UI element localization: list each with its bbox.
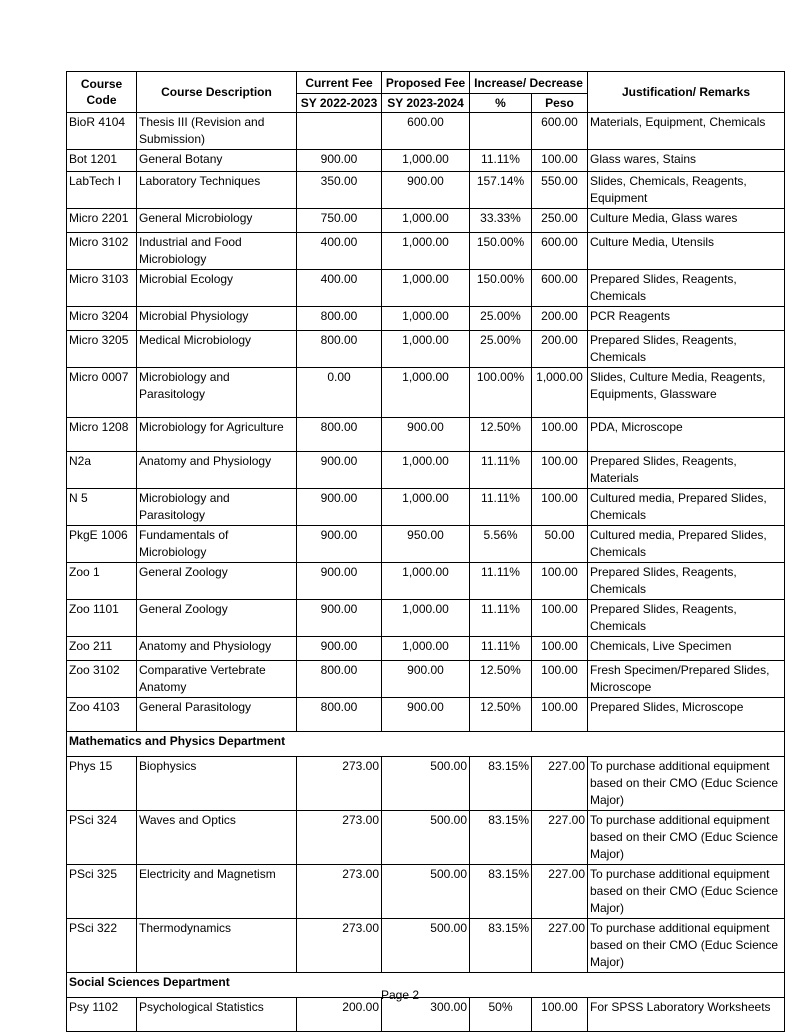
course-code-cell: Zoo 1101 xyxy=(67,600,137,637)
table-row xyxy=(67,150,785,172)
header-course-code: Course Code xyxy=(67,72,137,113)
proposed-fee-cell: 500.00 xyxy=(382,811,470,865)
remarks-cell: Prepared Slides, Reagents, Chemicals xyxy=(588,600,785,637)
percent-cell: 25.00% xyxy=(470,331,532,368)
percent-cell: 83.15% xyxy=(470,811,532,865)
table-row xyxy=(67,757,785,811)
proposed-fee-cell: 1,000.00 xyxy=(382,452,470,489)
current-fee-cell: 900.00 xyxy=(297,600,382,637)
fee-table xyxy=(66,71,785,1032)
percent-cell: 157.14% xyxy=(470,172,532,209)
peso-cell: 100.00 xyxy=(532,698,588,732)
course-description-cell: Anatomy and Physiology xyxy=(137,452,297,489)
course-description-cell: Waves and Optics xyxy=(137,811,297,865)
current-fee-cell xyxy=(297,113,382,150)
proposed-fee-cell: 900.00 xyxy=(382,172,470,209)
remarks-cell: To purchase additional equipment based on their CMO (Educ Science Major) xyxy=(588,919,785,973)
department-heading: Mathematics and Physics Department xyxy=(67,732,785,757)
proposed-fee-cell: 1,000.00 xyxy=(382,233,470,270)
table-row xyxy=(67,368,785,418)
remarks-cell: Culture Media, Glass wares xyxy=(588,209,785,233)
proposed-fee-cell: 950.00 xyxy=(382,526,470,563)
course-code-cell: LabTech I xyxy=(67,172,137,209)
course-description-cell: Medical Microbiology xyxy=(137,331,297,368)
percent-cell: 33.33% xyxy=(470,209,532,233)
remarks-cell: Slides, Culture Media, Reagents, Equipments, Glassware xyxy=(588,368,785,418)
course-code-cell: Zoo 1 xyxy=(67,563,137,600)
current-fee-cell: 900.00 xyxy=(297,452,382,489)
proposed-fee-cell: 900.00 xyxy=(382,698,470,732)
remarks-cell: Prepared Slides, Reagents, Chemicals xyxy=(588,331,785,368)
course-code-cell: Micro 2201 xyxy=(67,209,137,233)
table-row xyxy=(67,811,785,865)
course-description-cell: Fundamentals of Microbiology xyxy=(137,526,297,563)
peso-cell: 50.00 xyxy=(532,526,588,563)
table-row xyxy=(67,600,785,637)
table-row xyxy=(67,452,785,489)
course-code-cell: Micro 3103 xyxy=(67,270,137,307)
remarks-cell: PCR Reagents xyxy=(588,307,785,331)
course-description-cell: General Botany xyxy=(137,150,297,172)
proposed-fee-cell: 500.00 xyxy=(382,865,470,919)
proposed-fee-cell: 1,000.00 xyxy=(382,600,470,637)
course-description-cell: Industrial and Food Microbiology xyxy=(137,233,297,270)
header-row-1 xyxy=(67,72,785,94)
proposed-fee-cell: 500.00 xyxy=(382,919,470,973)
header-percent: % xyxy=(470,94,532,113)
proposed-fee-cell: 1,000.00 xyxy=(382,331,470,368)
course-description-cell: Microbiology and Parasitology xyxy=(137,489,297,526)
course-description-cell: Microbiology for Agriculture xyxy=(137,418,297,452)
current-fee-cell: 273.00 xyxy=(297,811,382,865)
header-peso: Peso xyxy=(532,94,588,113)
course-code-cell: PkgE 1006 xyxy=(67,526,137,563)
department-row xyxy=(67,732,785,757)
percent-cell xyxy=(470,113,532,150)
current-fee-cell: 273.00 xyxy=(297,757,382,811)
percent-cell: 150.00% xyxy=(470,270,532,307)
fee-table-body xyxy=(67,113,785,1032)
remarks-cell: PDA, Microscope xyxy=(588,418,785,452)
percent-cell: 11.11% xyxy=(470,600,532,637)
peso-cell: 227.00 xyxy=(532,919,588,973)
table-row xyxy=(67,563,785,600)
course-code-cell: Micro 3205 xyxy=(67,331,137,368)
table-row xyxy=(67,270,785,307)
table-row xyxy=(67,418,785,452)
table-row xyxy=(67,526,785,563)
course-description-cell: Microbial Ecology xyxy=(137,270,297,307)
current-fee-cell: 800.00 xyxy=(297,418,382,452)
percent-cell: 12.50% xyxy=(470,661,532,698)
header-justification: Justification/ Remarks xyxy=(588,72,785,113)
course-description-cell: General Parasitology xyxy=(137,698,297,732)
current-fee-cell: 350.00 xyxy=(297,172,382,209)
course-code-cell: Phys 15 xyxy=(67,757,137,811)
percent-cell: 11.11% xyxy=(470,150,532,172)
page-number: Page 2 xyxy=(380,988,420,1002)
table-row xyxy=(67,698,785,732)
course-code-cell: N2a xyxy=(67,452,137,489)
percent-cell: 83.15% xyxy=(470,865,532,919)
remarks-cell: Prepared Slides, Reagents, Materials xyxy=(588,452,785,489)
table-row xyxy=(67,331,785,368)
course-code-cell: Micro 3102 xyxy=(67,233,137,270)
course-description-cell: Anatomy and Physiology xyxy=(137,637,297,661)
proposed-fee-cell: 1,000.00 xyxy=(382,150,470,172)
remarks-cell: Glass wares, Stains xyxy=(588,150,785,172)
course-description-cell: General Microbiology xyxy=(137,209,297,233)
percent-cell: 11.11% xyxy=(470,452,532,489)
course-code-cell: Psy 1102 xyxy=(67,998,137,1032)
header-course-description: Course Description xyxy=(137,72,297,113)
table-row xyxy=(67,637,785,661)
percent-cell: 50% xyxy=(470,998,532,1032)
proposed-fee-cell: 600.00 xyxy=(382,113,470,150)
peso-cell: 100.00 xyxy=(532,150,588,172)
table-row xyxy=(67,209,785,233)
proposed-fee-cell: 1,000.00 xyxy=(382,489,470,526)
peso-cell: 100.00 xyxy=(532,600,588,637)
table-row xyxy=(67,998,785,1032)
current-fee-cell: 800.00 xyxy=(297,698,382,732)
peso-cell: 200.00 xyxy=(532,307,588,331)
header-increase-decrease: Increase/ Decrease xyxy=(470,72,588,94)
proposed-fee-cell: 1,000.00 xyxy=(382,637,470,661)
proposed-fee-cell: 500.00 xyxy=(382,757,470,811)
header-current-fee: Current Fee xyxy=(297,72,382,94)
proposed-fee-cell: 1,000.00 xyxy=(382,563,470,600)
course-code-cell: Zoo 211 xyxy=(67,637,137,661)
table-row xyxy=(67,172,785,209)
course-code-cell: N 5 xyxy=(67,489,137,526)
remarks-cell: Culture Media, Utensils xyxy=(588,233,785,270)
current-fee-cell: 900.00 xyxy=(297,489,382,526)
peso-cell: 250.00 xyxy=(532,209,588,233)
proposed-fee-cell: 1,000.00 xyxy=(382,209,470,233)
proposed-fee-cell: 900.00 xyxy=(382,418,470,452)
percent-cell: 11.11% xyxy=(470,563,532,600)
peso-cell: 1,000.00 xyxy=(532,368,588,418)
department-heading: Social Sciences Department xyxy=(67,973,785,998)
course-description-cell: General Zoology xyxy=(137,600,297,637)
course-code-cell: Micro 1208 xyxy=(67,418,137,452)
course-description-cell: General Zoology xyxy=(137,563,297,600)
remarks-cell: To purchase additional equipment based on their CMO (Educ Science Major) xyxy=(588,811,785,865)
percent-cell: 100.00% xyxy=(470,368,532,418)
peso-cell: 200.00 xyxy=(532,331,588,368)
peso-cell: 100.00 xyxy=(532,661,588,698)
table-row xyxy=(67,865,785,919)
current-fee-cell: 800.00 xyxy=(297,331,382,368)
table-row xyxy=(67,489,785,526)
course-description-cell: Microbiology and Parasitology xyxy=(137,368,297,418)
current-fee-cell: 273.00 xyxy=(297,865,382,919)
course-description-cell: Comparative Vertebrate Anatomy xyxy=(137,661,297,698)
peso-cell: 100.00 xyxy=(532,489,588,526)
proposed-fee-cell: 1,000.00 xyxy=(382,270,470,307)
current-fee-cell: 750.00 xyxy=(297,209,382,233)
course-code-cell: Micro 0007 xyxy=(67,368,137,418)
percent-cell: 83.15% xyxy=(470,919,532,973)
course-code-cell: PSci 322 xyxy=(67,919,137,973)
current-fee-cell: 900.00 xyxy=(297,637,382,661)
remarks-cell: Prepared Slides, Microscope xyxy=(588,698,785,732)
proposed-fee-cell: 1,000.00 xyxy=(382,307,470,331)
peso-cell: 600.00 xyxy=(532,233,588,270)
course-description-cell: Laboratory Techniques xyxy=(137,172,297,209)
remarks-cell: Materials, Equipment, Chemicals xyxy=(588,113,785,150)
peso-cell: 600.00 xyxy=(532,270,588,307)
remarks-cell: For SPSS Laboratory Worksheets xyxy=(588,998,785,1032)
percent-cell: 11.11% xyxy=(470,637,532,661)
current-fee-cell: 900.00 xyxy=(297,526,382,563)
peso-cell: 227.00 xyxy=(532,811,588,865)
percent-cell: 12.50% xyxy=(470,418,532,452)
course-code-cell: Bot 1201 xyxy=(67,150,137,172)
header-proposed-sy: SY 2023-2024 xyxy=(382,94,470,113)
course-description-cell: Biophysics xyxy=(137,757,297,811)
peso-cell: 100.00 xyxy=(532,998,588,1032)
table-row xyxy=(67,919,785,973)
peso-cell: 100.00 xyxy=(532,418,588,452)
peso-cell: 227.00 xyxy=(532,865,588,919)
current-fee-cell: 200.00 xyxy=(297,998,382,1032)
percent-cell: 12.50% xyxy=(470,698,532,732)
percent-cell: 5.56% xyxy=(470,526,532,563)
percent-cell: 150.00% xyxy=(470,233,532,270)
remarks-cell: Chemicals, Live Specimen xyxy=(588,637,785,661)
current-fee-cell: 400.00 xyxy=(297,233,382,270)
course-description-cell: Microbial Physiology xyxy=(137,307,297,331)
remarks-cell: Slides, Chemicals, Reagents, Equipment xyxy=(588,172,785,209)
remarks-cell: Prepared Slides, Reagents, Chemicals xyxy=(588,270,785,307)
remarks-cell: To purchase additional equipment based on their CMO (Educ Science Major) xyxy=(588,865,785,919)
course-description-cell: Psychological Statistics xyxy=(137,998,297,1032)
current-fee-cell: 0.00 xyxy=(297,368,382,418)
proposed-fee-cell: 900.00 xyxy=(382,661,470,698)
remarks-cell: Cultured media, Prepared Slides, Chemicals xyxy=(588,489,785,526)
remarks-cell: Fresh Specimen/Prepared Slides, Microscope xyxy=(588,661,785,698)
current-fee-cell: 400.00 xyxy=(297,270,382,307)
peso-cell: 550.00 xyxy=(532,172,588,209)
remarks-cell: Cultured media, Prepared Slides, Chemicals xyxy=(588,526,785,563)
peso-cell: 100.00 xyxy=(532,563,588,600)
peso-cell: 100.00 xyxy=(532,637,588,661)
percent-cell: 25.00% xyxy=(470,307,532,331)
current-fee-cell: 900.00 xyxy=(297,563,382,600)
course-code-cell: Zoo 3102 xyxy=(67,661,137,698)
peso-cell: 227.00 xyxy=(532,757,588,811)
current-fee-cell: 800.00 xyxy=(297,661,382,698)
table-row xyxy=(67,233,785,270)
course-code-cell: PSci 324 xyxy=(67,811,137,865)
table-row xyxy=(67,307,785,331)
course-code-cell: Zoo 4103 xyxy=(67,698,137,732)
table-row xyxy=(67,113,785,150)
remarks-cell: To purchase additional equipment based on their CMO (Educ Science Major) xyxy=(588,757,785,811)
course-code-cell: BioR 4104 xyxy=(67,113,137,150)
remarks-cell: Prepared Slides, Reagents, Chemicals xyxy=(588,563,785,600)
course-description-cell: Thermodynamics xyxy=(137,919,297,973)
current-fee-cell: 900.00 xyxy=(297,150,382,172)
course-code-cell: Micro 3204 xyxy=(67,307,137,331)
proposed-fee-cell: 1,000.00 xyxy=(382,368,470,418)
current-fee-cell: 800.00 xyxy=(297,307,382,331)
percent-cell: 83.15% xyxy=(470,757,532,811)
peso-cell: 100.00 xyxy=(532,452,588,489)
header-proposed-fee: Proposed Fee xyxy=(382,72,470,94)
percent-cell: 11.11% xyxy=(470,489,532,526)
header-current-sy: SY 2022-2023 xyxy=(297,94,382,113)
course-code-cell: PSci 325 xyxy=(67,865,137,919)
peso-cell: 600.00 xyxy=(532,113,588,150)
course-description-cell: Thesis III (Revision and Submission) xyxy=(137,113,297,150)
current-fee-cell: 273.00 xyxy=(297,919,382,973)
proposed-fee-cell: 300.00 xyxy=(382,998,470,1032)
course-description-cell: Electricity and Magnetism xyxy=(137,865,297,919)
table-row xyxy=(67,661,785,698)
